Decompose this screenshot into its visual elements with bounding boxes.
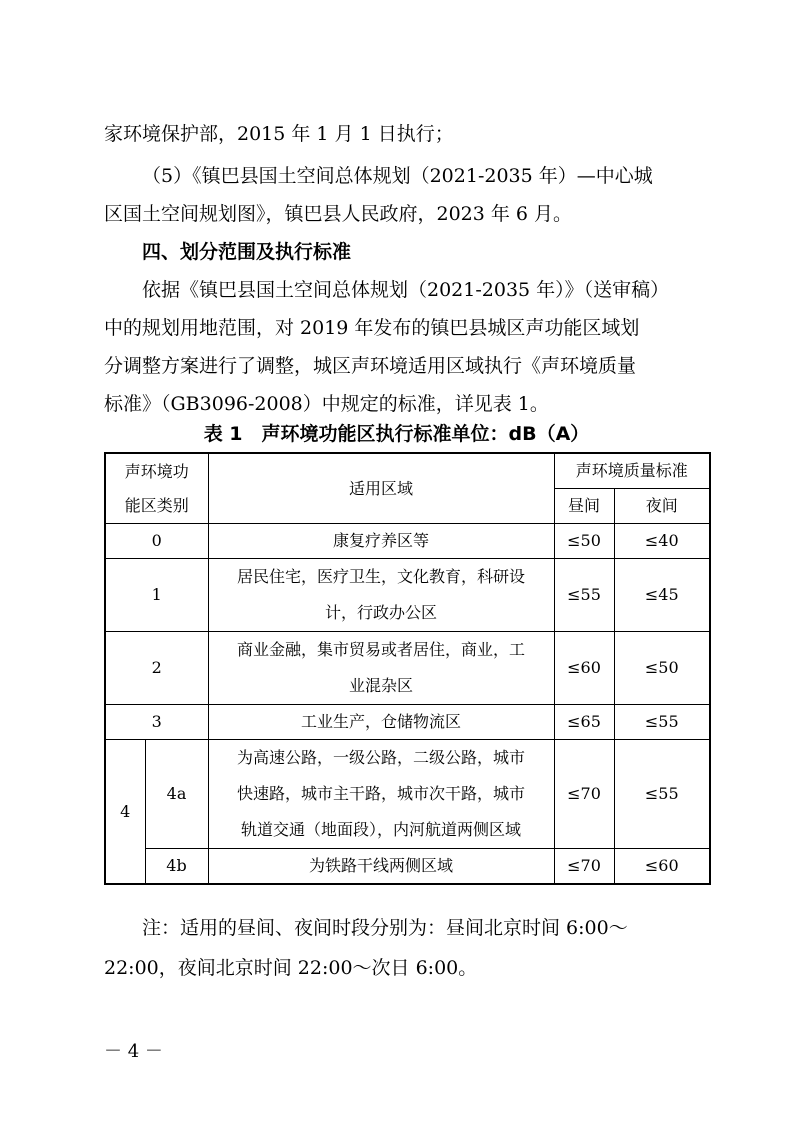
paragraph-line: 家环境保护部，2015 年 1 月 1 日执行； [104, 123, 454, 145]
area-cell: 康复疗养区等 [208, 524, 554, 559]
paragraph-line: 标准》（GB3096-2008）中规定的标准，详见表 1。 [104, 393, 549, 415]
page-number: － 4 － [104, 1041, 163, 1062]
area-line: 商业金融，集市贸易或者居住，商业，工 [237, 640, 526, 659]
night-limit-cell: ≤40 [614, 524, 710, 559]
standards-table [104, 452, 711, 885]
area-cell: 为铁路干线两侧区域 [208, 849, 554, 885]
header-category [105, 453, 208, 524]
day-limit-cell: ≤60 [554, 632, 614, 705]
section-heading: 四、划分范围及执行标准 [142, 241, 352, 263]
subcategory-cell: 4b [145, 849, 208, 885]
night-limit-cell: ≤55 [614, 740, 710, 849]
header-category-line: 能区类别 [124, 495, 189, 515]
area-cell [208, 632, 554, 705]
area-cell [208, 740, 554, 849]
category-cell: 0 [105, 524, 208, 559]
day-limit-cell: ≤55 [554, 559, 614, 632]
header-standard: 声环境质量标准 [554, 453, 710, 489]
table-row [105, 632, 710, 705]
table-row [105, 559, 710, 632]
night-limit-cell: ≤60 [614, 849, 710, 885]
area-line: 为高速公路，一级公路，二级公路，城市 [237, 748, 526, 767]
area-line: 计，行政办公区 [325, 603, 438, 622]
header-category-line: 声环境功 [124, 461, 189, 481]
paragraph-line: 中的规划用地范围，对 2019 年发布的镇巴县城区声功能区域划 [104, 317, 640, 339]
category-cell: 4 [105, 740, 145, 885]
table-row [105, 849, 710, 885]
night-limit-cell: ≤50 [614, 632, 710, 705]
area-cell [208, 559, 554, 632]
area-line: 居民住宅，医疗卫生，文化教育，科研设 [237, 567, 526, 586]
day-limit-cell: ≤65 [554, 705, 614, 740]
night-limit-cell: ≤45 [614, 559, 710, 632]
paragraph-line: 分调整方案进行了调整，城区声环境适用区域执行《声环境质量 [104, 355, 637, 377]
header-night: 夜间 [614, 489, 710, 524]
day-limit-cell: ≤70 [554, 740, 614, 849]
note-line: 注：适用的昼间、夜间时段分别为：昼间北京时间 6:00～ [142, 917, 628, 939]
table-row [105, 524, 710, 559]
table-header-row [105, 453, 710, 489]
area-line: 轨道交通（地面段），内河航道两侧区域 [241, 820, 522, 839]
table-row [105, 740, 710, 849]
paragraph-line: 依据《镇巴县国土空间总体规划（2021-2035 年）》（送审稿） [142, 279, 670, 301]
area-line: 快速路，城市主干路，城市次干路，城市 [237, 784, 526, 803]
paragraph-line: （5）《镇巴县国土空间总体规划（2021-2035 年）—中心城 [142, 165, 653, 187]
night-limit-cell: ≤55 [614, 705, 710, 740]
paragraph-line: 区国土空间规划图》，镇巴县人民政府，2023 年 6 月。 [104, 203, 573, 225]
category-cell: 1 [105, 559, 208, 632]
category-cell: 3 [105, 705, 208, 740]
note-line: 22:00，夜间北京时间 22:00～次日 6:00。 [104, 957, 478, 979]
area-cell: 工业生产，仓储物流区 [208, 705, 554, 740]
header-day: 昼间 [554, 489, 614, 524]
subcategory-cell: 4a [145, 740, 208, 849]
day-limit-cell: ≤50 [554, 524, 614, 559]
day-limit-cell: ≤70 [554, 849, 614, 885]
table-row [105, 705, 710, 740]
area-line: 业混杂区 [349, 676, 414, 695]
table-caption: 表 1 声环境功能区执行标准单位：dB（A） [203, 423, 590, 445]
header-area: 适用区域 [208, 453, 554, 524]
category-cell: 2 [105, 632, 208, 705]
